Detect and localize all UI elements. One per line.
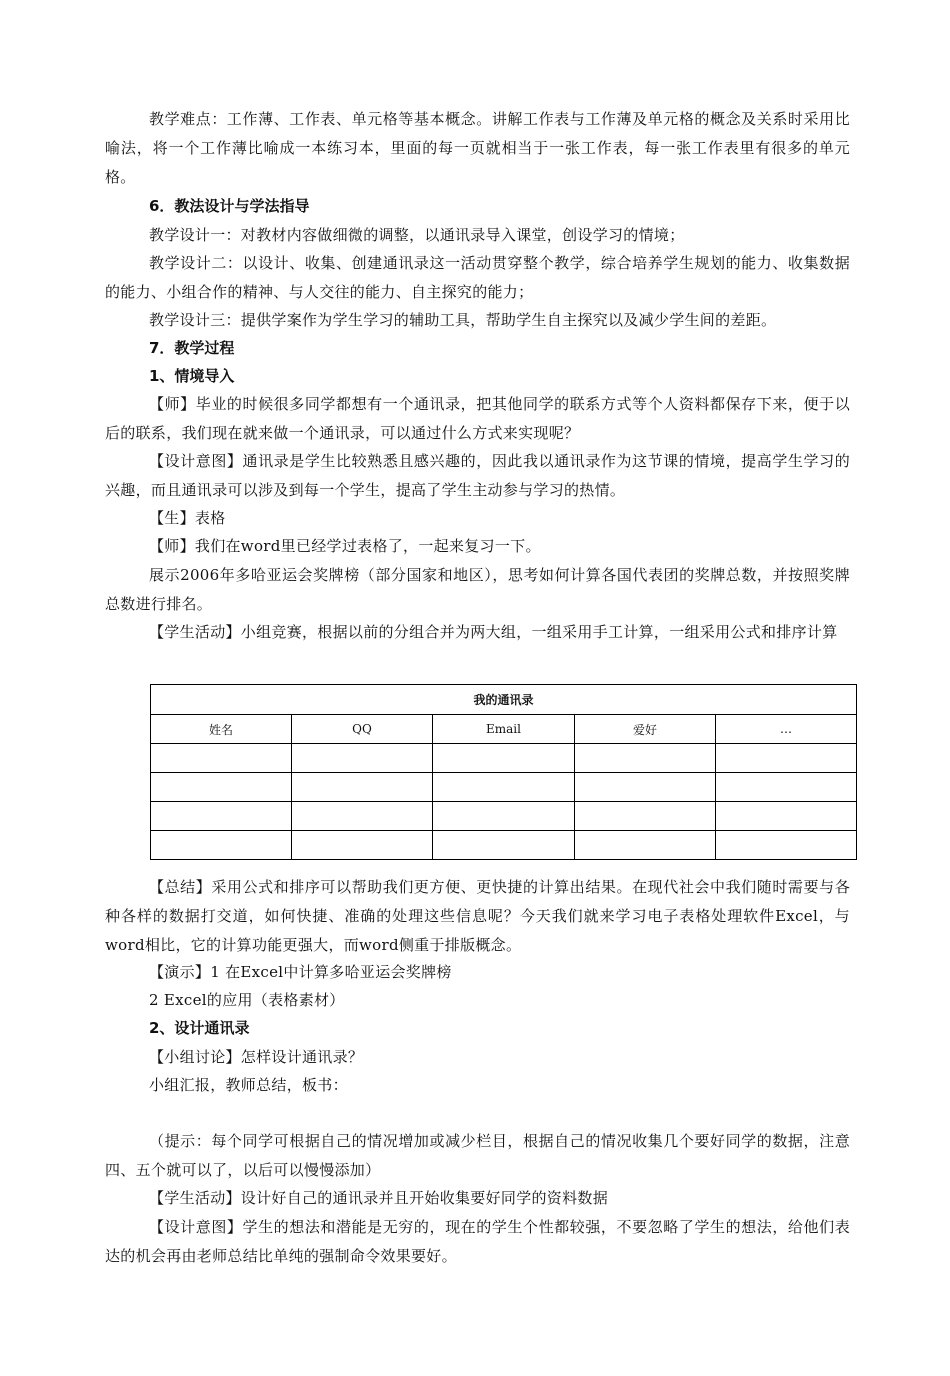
- table-cell: [433, 744, 575, 773]
- heading-section-6: 6．教法设计与学法指导: [149, 197, 310, 215]
- paragraph-group-discussion: 【小组讨论】怎样设计通讯录？: [149, 1048, 364, 1066]
- paragraph-student-activity-2: 【学生活动】设计好自己的通讯录并且开始收集要好同学的资料数据: [149, 1189, 609, 1207]
- address-book-table: [150, 684, 857, 860]
- table-cell: [151, 744, 292, 773]
- table-cell: [433, 773, 575, 802]
- table-cell: [151, 831, 292, 860]
- paragraph-medal-table: 展示2006年多哈亚运会奖牌榜（部分国家和地区），思考如何计算各国代表团的奖牌总数，并按照奖牌总数进行排名。: [105, 566, 850, 613]
- table-cell: [575, 802, 716, 831]
- table-cell: [292, 802, 433, 831]
- header-qq: QQ: [292, 715, 433, 744]
- table-cell: [292, 773, 433, 802]
- header-more: …: [716, 715, 857, 744]
- paragraph-teacher-intro: 【师】毕业的时候很多同学都想有一个通讯录，把其他同学的联系方式等个人资料都保存下来，便于以后的联系，我们现在就来做一个通讯录，可以通过什么方式来实现呢？: [105, 395, 850, 442]
- table-cell: [292, 744, 433, 773]
- table-cell: [151, 802, 292, 831]
- heading-subsection-1: 1、情境导入: [149, 367, 235, 385]
- paragraph-teaching-difficulty: 教学难点：工作薄、工作表、单元格等基本概念。讲解工作表与工作薄及单元格的概念及关系时采用比喻法，将一个工作薄比喻成一本练习本，里面的每一页就相当于一张工作表，每一张工作表里有很多的单元格。: [105, 110, 850, 186]
- paragraph-hint: （提示：每个同学可根据自己的情况增加或减少栏目，根据自己的情况收集几个要好同学的数据，注意四、五个就可以了，以后可以慢慢添加）: [105, 1132, 850, 1179]
- table-cell: [292, 831, 433, 860]
- paragraph-demo-2: 2 Excel的应用（表格素材）: [149, 991, 345, 1009]
- paragraph-design-3: 教学设计三：提供学案作为学生学习的辅助工具，帮助学生自主探究以及减少学生间的差距。: [149, 311, 777, 329]
- table-row: [151, 744, 857, 773]
- table-header-row: [151, 715, 857, 744]
- header-name: 姓名: [151, 715, 292, 744]
- paragraph-design-2: 教学设计二：以设计、收集、创建通讯录这一活动贯穿整个教学，综合培养学生规划的能力、收集数据的能力、小组合作的精神、与人交往的能力、自主探究的能力；: [105, 254, 850, 301]
- table-cell: [716, 802, 857, 831]
- paragraph-student-activity-1: 【学生活动】小组竞赛，根据以前的分组合并为两大组，一组采用手工计算，一组采用公式和排序计算: [149, 623, 838, 641]
- table-cell: [716, 831, 857, 860]
- paragraph-teacher-review: 【师】我们在word里已经学过表格了，一起来复习一下。: [149, 537, 541, 555]
- table-cell: [716, 773, 857, 802]
- table-cell: [575, 773, 716, 802]
- table-row: [151, 831, 857, 860]
- table-title: 我的通讯录: [151, 685, 857, 715]
- table-title-row: [151, 685, 857, 715]
- paragraph-design-intent-2: 【设计意图】学生的想法和潜能是无穷的，现在的学生个性都较强，不要忽略了学生的想法，给他们表达的机会再由老师总结比单纯的强制命令效果要好。: [105, 1218, 850, 1265]
- table-cell: [433, 831, 575, 860]
- table-cell: [575, 831, 716, 860]
- table-cell: [716, 744, 857, 773]
- paragraph-demo-1: 【演示】1 在Excel中计算多哈亚运会奖牌榜: [149, 963, 452, 981]
- paragraph-student-answer: 【生】表格: [149, 509, 226, 527]
- heading-section-7: 7．教学过程: [149, 339, 235, 357]
- table-cell: [151, 773, 292, 802]
- paragraph-design-intent-1: 【设计意图】通讯录是学生比较熟悉且感兴趣的，因此我以通讯录作为这节课的情境，提高学生学习的兴趣，而且通讯录可以涉及到每一个学生，提高了学生主动参与学习的热情。: [105, 452, 850, 499]
- paragraph-summary: 【总结】采用公式和排序可以帮助我们更方便、更快捷的计算出结果。在现代社会中我们随时需要与各种各样的数据打交道，如何快捷、准确的处理这些信息呢？今天我们就来学习电子表格处理软件Excel，与word相比，它的计算功能更强大，而word侧重于排版概念。: [105, 878, 850, 954]
- table-cell: [433, 802, 575, 831]
- table-row: [151, 773, 857, 802]
- header-hobby: 爱好: [575, 715, 716, 744]
- heading-subsection-2: 2、设计通讯录: [149, 1019, 250, 1037]
- table-cell: [575, 744, 716, 773]
- table-row: [151, 802, 857, 831]
- paragraph-group-report: 小组汇报，教师总结，板书：: [149, 1076, 348, 1094]
- header-email: Email: [433, 715, 575, 744]
- paragraph-design-1: 教学设计一：对教材内容做细微的调整，以通讯录导入课堂，创设学习的情境；: [149, 226, 685, 244]
